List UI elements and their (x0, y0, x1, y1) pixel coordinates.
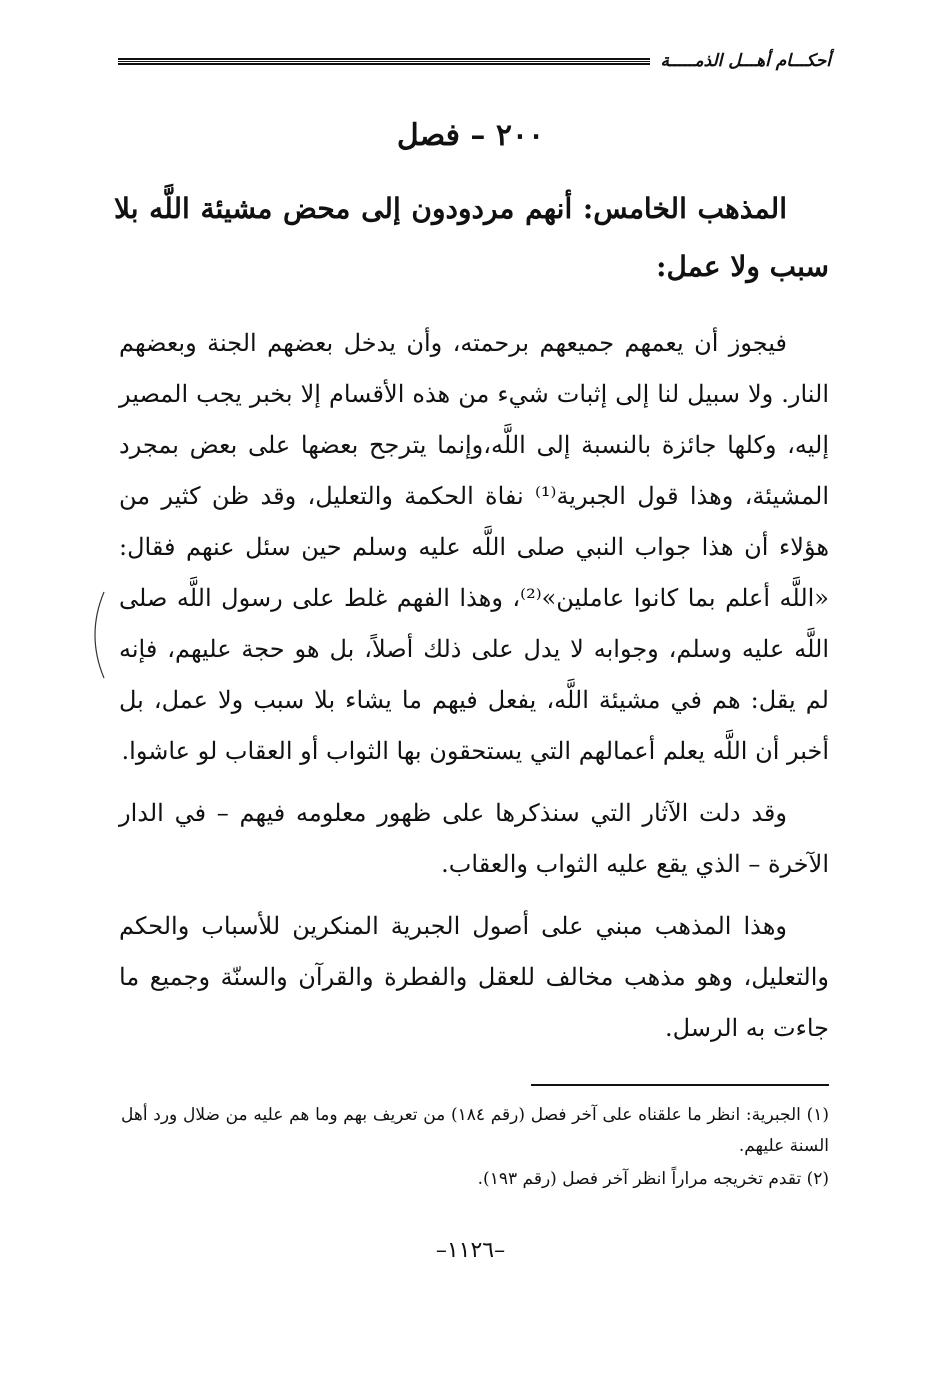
footnote-separator (531, 1084, 829, 1086)
footnotes (121, 1100, 829, 1197)
running-title: أحكـــام أهـــل الذمـــــة (660, 51, 831, 71)
footnote-1: (١) الجبرية: انظر ما علقناه على آخر فصل (رقم ١٨٤) من تعريف بهم وما هم عليه من ضلال ورد أهل السنة عليهم. (121, 1105, 829, 1156)
chapter-title: المذهب الخامس: أنهم مردودون إلى محض مشيئة اللَّه بلا سبب ولا عمل: (114, 192, 829, 283)
paragraph-3: وهذا المذهب مبني على أصول الجبرية المنكرين للأسباب والحكم والتعليل، وهو مذهب مخالف للعقل والفطرة والقرآن والسنّة وجميع ما جاءت به الرسل. (119, 912, 829, 1042)
margin-bracket-mark (82, 590, 112, 680)
footnote-2: (٢) تقدم تخريجه مراراً انظر آخر فصل (رقم ١٩٣). (477, 1169, 829, 1189)
paragraph-2: وقد دلت الآثار التي سنذكرها على ظهور معلومه فيهم – في الدار الآخرة – الذي يقع عليه الثواب والعقاب. (119, 799, 829, 878)
paragraph-1: فيجوز أن يعمهم جميعهم برحمته، وأن يدخل بعضهم الجنة وبعضهم النار. ولا سبيل لنا إلى إثبات شيء من هذه الأقسام إلا بخبر يجب المصير إليه، وكلها جائزة بالنسبة إلى اللَّه،وإنما يترجح بعضها على بعض بمجرد المشيئة، وهذا قول الجبرية⁽¹⁾ نفاة الحكمة والتعليل، وقد ظن كثير من هؤلاء أن هذا جواب النبي صلى اللَّه عليه وسلم حين سئل عنهم فقال: «اللَّه أعلم بما كانوا عاملين»⁽²⁾، وهذا الفهم غلط على رسول اللَّه صلى اللَّه عليه وسلم، وجوابه لا يدل على ذلك أصلاً، بل هو حجة عليهم، فإنه لم يقل: هم في مشيئة اللَّه، يفعل فيهم ما يشاء بلا سبب ولا عمل، بل أخبر أن اللَّه يعلم أعمالهم التي يستحقون بها الثواب أو العقاب لو عاشوا. (119, 329, 830, 765)
section-heading: ٢٠٠ – فصل (396, 118, 545, 153)
running-header (118, 46, 831, 76)
page-number: –١١٢٦– (435, 1238, 506, 1263)
body-text (119, 318, 829, 1065)
header-double-rule (118, 58, 650, 65)
